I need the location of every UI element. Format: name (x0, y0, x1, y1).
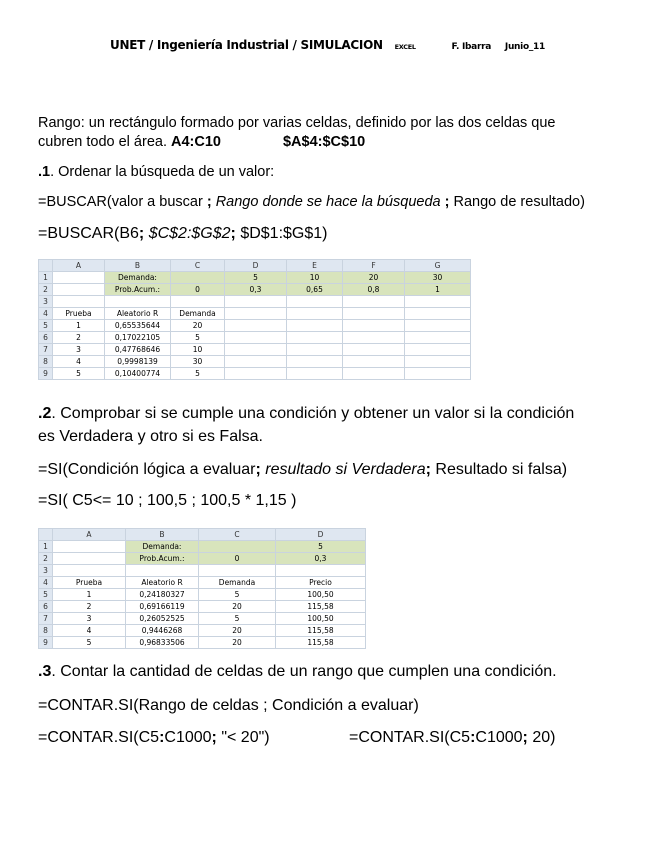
sheet-cell[interactable] (405, 320, 471, 332)
sheet-cell[interactable]: Prueba (53, 577, 126, 589)
sheet-cell[interactable]: Prob.Acum.: (126, 553, 199, 565)
column-header-row (39, 260, 471, 272)
sheet-row (39, 541, 366, 553)
column-header[interactable]: D (225, 260, 287, 272)
sheet-cell[interactable] (287, 296, 343, 308)
column-header[interactable]: G (405, 260, 471, 272)
column-header[interactable]: A (53, 260, 105, 272)
sheet-cell[interactable]: 0,65535644 (105, 320, 171, 332)
section3-syntax: =CONTAR.SI(Rango de celdas ; Condición a evaluar) (38, 697, 419, 714)
sheet-cell[interactable] (405, 308, 471, 320)
sheet-cell[interactable]: 0,8 (343, 284, 405, 296)
section3-example1: =CONTAR.SI(C5:C1000; "< 20") (38, 729, 270, 746)
sheet-cell[interactable] (225, 308, 287, 320)
sheet-cell[interactable]: 115,58 (276, 601, 366, 613)
row-header[interactable]: 7 (39, 613, 53, 625)
sheet-cell[interactable]: 2 (53, 332, 105, 344)
sheet-cell[interactable]: 0,69166119 (126, 601, 199, 613)
column-header[interactable]: C (199, 529, 276, 541)
sheet-cell[interactable] (405, 344, 471, 356)
sheet-cell[interactable]: 4 (53, 625, 126, 637)
sheet-cell[interactable] (405, 368, 471, 380)
sheet-cell[interactable]: 0 (171, 284, 225, 296)
row-header[interactable]: 8 (39, 356, 53, 368)
row-header[interactable]: 7 (39, 344, 53, 356)
sheet-cell[interactable]: 0,10400774 (105, 368, 171, 380)
sheet-cell[interactable] (171, 272, 225, 284)
sheet-cell[interactable] (171, 296, 225, 308)
page-header (0, 38, 655, 52)
sheet-cell[interactable]: 1 (53, 589, 126, 601)
sheet-cell[interactable]: 0,65 (287, 284, 343, 296)
sheet-cell[interactable]: 10 (287, 272, 343, 284)
sheet-cell[interactable] (225, 296, 287, 308)
section2-title-line1: .2. Comprobar si se cumple una condición y obtener un valor si la condición (38, 405, 575, 422)
sheet-row (39, 320, 471, 332)
column-header[interactable]: E (287, 260, 343, 272)
sheet-cell[interactable]: Prob.Acum.: (105, 284, 171, 296)
sheet-cell[interactable]: Demanda (199, 577, 276, 589)
section2-syntax: =SI(Condición lógica a evaluar; resultado si Verdadera; Resultado si falsa) (38, 461, 568, 478)
sheet-cell[interactable]: 115,58 (276, 625, 366, 637)
rango-line2: cubren todo el área. A4:C10 $A$4:$C$10 (38, 134, 366, 150)
sheet-cell[interactable]: 0,17022105 (105, 332, 171, 344)
sheet-cell[interactable] (53, 553, 126, 565)
sheet-row (39, 368, 471, 380)
column-header[interactable]: B (105, 260, 171, 272)
column-header[interactable]: A (53, 529, 126, 541)
spreadsheet-buscar (38, 259, 471, 380)
sheet-cell[interactable]: Aleatorio R (126, 577, 199, 589)
sheet-cell[interactable]: 20 (199, 601, 276, 613)
sheet-cell[interactable]: 0,9446268 (126, 625, 199, 637)
row-header[interactable]: 4 (39, 308, 53, 320)
sheet-cell[interactable] (287, 308, 343, 320)
sheet-cell[interactable]: 1 (53, 320, 105, 332)
section1-syntax: =BUSCAR(valor a buscar ; Rango donde se hace la búsqueda ; Rango de resultado) (38, 194, 585, 210)
column-header[interactable]: C (171, 260, 225, 272)
section2-example: =SI( C5<= 10 ; 100,5 ; 100,5 * 1,15 ) (38, 492, 297, 509)
sheet-cell[interactable]: Demanda (171, 308, 225, 320)
sheet-cell[interactable]: 30 (171, 356, 225, 368)
sheet-cell[interactable]: 5 (199, 589, 276, 601)
sheet-cell[interactable]: 115,58 (276, 637, 366, 649)
sheet-cell[interactable] (343, 356, 405, 368)
sheet-cell[interactable]: 5 (199, 613, 276, 625)
sheet-cell[interactable]: 5 (276, 541, 366, 553)
sheet-cell[interactable]: 5 (225, 272, 287, 284)
row-header[interactable]: 5 (39, 320, 53, 332)
sheet-cell[interactable] (105, 296, 171, 308)
row-header[interactable]: 8 (39, 625, 53, 637)
sheet-cell[interactable]: 4 (53, 356, 105, 368)
sheet-row (39, 601, 366, 613)
sheet-cell[interactable] (343, 296, 405, 308)
sheet-cell[interactable] (225, 344, 287, 356)
sheet-row (39, 613, 366, 625)
sheet-cell[interactable] (225, 332, 287, 344)
sheet-cell[interactable]: Precio (276, 577, 366, 589)
sheet-cell[interactable] (225, 356, 287, 368)
sheet-cell[interactable]: 0,96833506 (126, 637, 199, 649)
sheet-cell[interactable]: 0,3 (276, 553, 366, 565)
sheet-cell[interactable]: 20 (199, 625, 276, 637)
sheet-cell[interactable]: 0,47768646 (105, 344, 171, 356)
sheet-cell[interactable]: 20 (343, 272, 405, 284)
sheet-cell[interactable]: 100,50 (276, 613, 366, 625)
sheet-cell[interactable]: Demanda: (105, 272, 171, 284)
sheet-row (39, 589, 366, 601)
header-title: UNET / Ingeniería Industrial / SIMULACION (110, 38, 383, 52)
section1-title: .1. Ordenar la búsqueda de un valor: (38, 164, 275, 180)
sheet-cell[interactable] (276, 565, 366, 577)
sheet-cell[interactable] (53, 541, 126, 553)
sheet-cell[interactable]: 5 (171, 332, 225, 344)
sheet-cell[interactable]: Demanda: (126, 541, 199, 553)
row-header[interactable]: 4 (39, 577, 53, 589)
sheet-cell[interactable]: 3 (53, 613, 126, 625)
sheet-cell[interactable]: 3 (53, 344, 105, 356)
sheet-cell[interactable]: 5 (171, 368, 225, 380)
sheet-row (39, 284, 471, 296)
sheet-row (39, 637, 366, 649)
column-header[interactable]: B (126, 529, 199, 541)
sheet-cell[interactable] (405, 296, 471, 308)
sheet-row (39, 625, 366, 637)
sheet-cell[interactable] (287, 344, 343, 356)
sheet-cell[interactable] (199, 541, 276, 553)
row-header[interactable]: 9 (39, 368, 53, 380)
header-date: Junio_11 (504, 42, 545, 52)
sheet-cell[interactable]: 2 (53, 601, 126, 613)
sheet-row (39, 344, 471, 356)
sheet-cell[interactable] (53, 296, 105, 308)
sheet-row (39, 356, 471, 368)
sheet-row (39, 577, 366, 589)
sheet-cell[interactable]: 20 (199, 637, 276, 649)
sheet-cell[interactable]: 0,26052525 (126, 613, 199, 625)
row-header[interactable]: 2 (39, 284, 53, 296)
section1-example: =BUSCAR(B6; $C$2:$G$2; $D$1:$G$1) (38, 225, 328, 242)
select-all-corner[interactable] (39, 529, 53, 541)
sheet-cell[interactable]: 30 (405, 272, 471, 284)
section3-example2: =CONTAR.SI(C5:C1000; 20) (349, 729, 556, 746)
sheet-cell[interactable]: 0,9998139 (105, 356, 171, 368)
row-header[interactable]: 6 (39, 601, 53, 613)
sheet-cell[interactable]: 20 (171, 320, 225, 332)
sheet-cell[interactable] (53, 284, 105, 296)
sheet-cell[interactable]: 5 (53, 368, 105, 380)
section3-title: .3. Contar la cantidad de celdas de un rango que cumplen una condición. (38, 663, 557, 680)
sheet-cell[interactable] (53, 272, 105, 284)
sheet-cell[interactable] (126, 565, 199, 577)
header-author: F. Ibarra (451, 42, 491, 52)
row-header[interactable]: 1 (39, 541, 53, 553)
sheet-cell[interactable] (287, 368, 343, 380)
sheet-row (39, 332, 471, 344)
section2-title-line2: es Verdadera y otro si es Falsa. (38, 428, 263, 445)
sheet-cell[interactable] (287, 332, 343, 344)
sheet-cell[interactable]: Aleatorio R (105, 308, 171, 320)
rango-example-absolute: $A$4:$C$10 (282, 134, 366, 150)
sheet-cell[interactable] (405, 332, 471, 344)
column-header[interactable]: D (276, 529, 366, 541)
sheet-cell[interactable]: 0,3 (225, 284, 287, 296)
sheet-cell[interactable] (199, 565, 276, 577)
sheet-cell[interactable]: Prueba (53, 308, 105, 320)
sheet-row (39, 308, 471, 320)
row-header[interactable]: 5 (39, 589, 53, 601)
row-header[interactable]: 3 (39, 565, 53, 577)
spreadsheet-si (38, 528, 366, 649)
sheet-cell[interactable] (405, 356, 471, 368)
column-header[interactable]: F (343, 260, 405, 272)
rango-line1: Rango: un rectángulo formado por varias celdas, definido por las dos celdas que (38, 115, 556, 131)
sheet-cell[interactable]: 10 (171, 344, 225, 356)
sheet-cell[interactable] (343, 332, 405, 344)
sheet-cell[interactable] (225, 320, 287, 332)
row-header[interactable]: 1 (39, 272, 53, 284)
row-header[interactable]: 6 (39, 332, 53, 344)
sheet-cell[interactable]: 0 (199, 553, 276, 565)
row-header[interactable]: 3 (39, 296, 53, 308)
column-header-row (39, 529, 366, 541)
sheet-cell[interactable] (225, 368, 287, 380)
sheet-cell[interactable] (287, 320, 343, 332)
sheet-cell[interactable]: 5 (53, 637, 126, 649)
header-tag: EXCEL (394, 43, 416, 51)
rango-example-relative: A4:C10 (171, 134, 221, 150)
sheet-cell[interactable] (287, 356, 343, 368)
sheet-row (39, 296, 471, 308)
sheet-row (39, 272, 471, 284)
sheet-cell[interactable]: 0,24180327 (126, 589, 199, 601)
sheet-cell[interactable] (343, 320, 405, 332)
select-all-corner[interactable] (39, 260, 53, 272)
sheet-cell[interactable]: 100,50 (276, 589, 366, 601)
sheet-cell[interactable] (53, 565, 126, 577)
sheet-row (39, 553, 366, 565)
sheet-cell[interactable] (343, 368, 405, 380)
sheet-cell[interactable] (343, 308, 405, 320)
row-header[interactable]: 2 (39, 553, 53, 565)
sheet-row (39, 565, 366, 577)
sheet-cell[interactable]: 1 (405, 284, 471, 296)
row-header[interactable]: 9 (39, 637, 53, 649)
sheet-cell[interactable] (343, 344, 405, 356)
